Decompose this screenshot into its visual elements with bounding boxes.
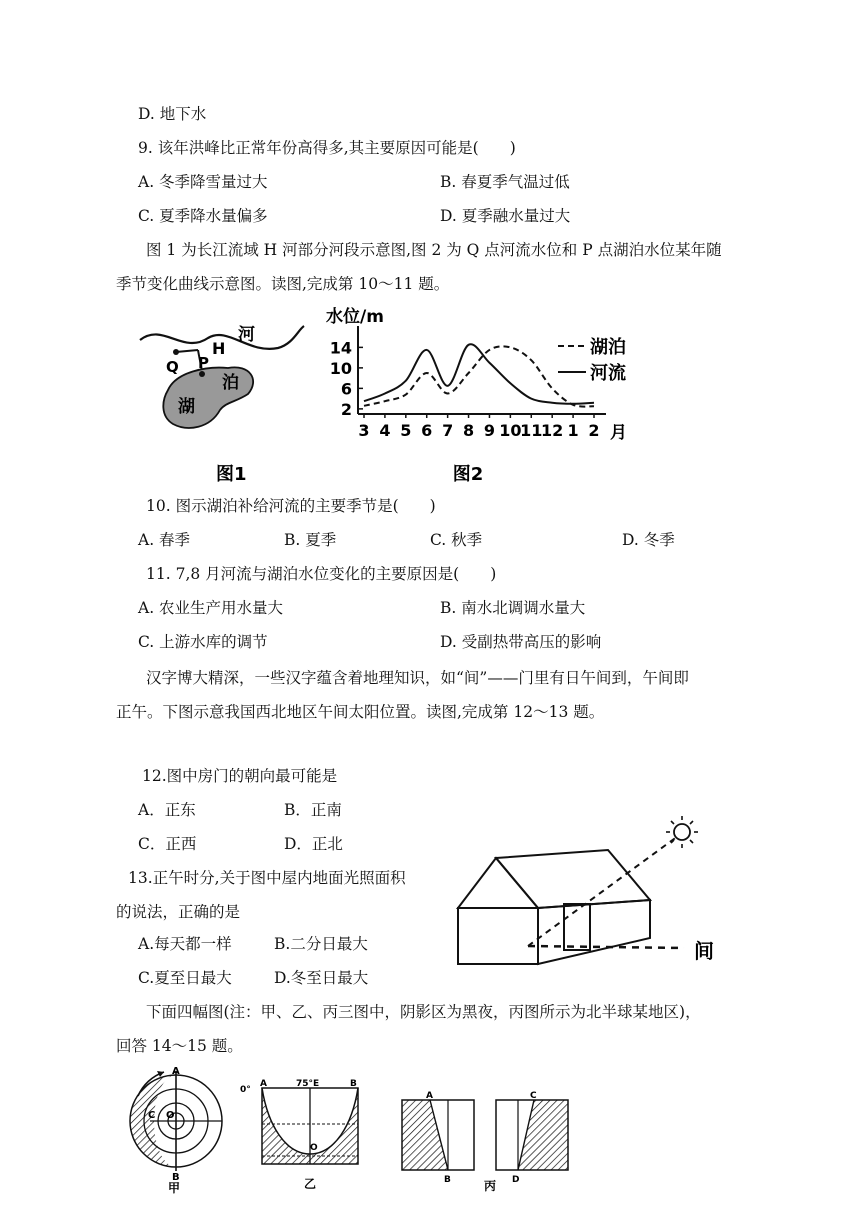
q13-option-b: B.二分日最大: [274, 935, 368, 953]
y-tick-label: 6: [340, 379, 352, 399]
intro-12-13-line1: 汉字博大精深，一些汉字蕴含着地理知识，如“间”——门里有日午间到，午间即: [146, 669, 689, 687]
q9-option-a: A. 冬季降雪量过大: [138, 173, 268, 191]
q10-option-c: C. 秋季: [430, 531, 483, 549]
q12-option-d: D．正北: [284, 835, 343, 853]
label-river-he: 河: [238, 325, 255, 345]
label-p: P: [198, 354, 209, 372]
q12-option-b: B．正南: [284, 801, 342, 819]
label-o: O: [310, 1143, 318, 1153]
figure-jia-polar-view: [124, 1066, 234, 1194]
label-d: D: [512, 1175, 520, 1185]
x-tick-label: 10: [499, 421, 522, 440]
label-b: B: [444, 1175, 451, 1185]
q11-option-b: B. 南水北调调水量大: [440, 599, 586, 617]
figure-1-caption: 图1: [216, 464, 247, 485]
label-zero-degree: 0°: [240, 1085, 251, 1095]
q9-option-c: C. 夏季降水量偏多: [138, 207, 268, 225]
q10-option-a: A. 春季: [138, 531, 191, 549]
x-axis-label: 月: [610, 423, 627, 443]
q13-option-d: D.冬至日最大: [274, 969, 369, 987]
q11-option-c: C. 上游水库的调节: [138, 633, 268, 651]
q11-option-a: A. 农业生产用水量大: [138, 599, 284, 617]
q13-option-a: A.每天都一样: [138, 935, 232, 953]
label-jian: 间: [694, 939, 714, 963]
x-tick-label: 4: [379, 421, 391, 440]
label-b: B: [350, 1079, 357, 1089]
figure-yi-caption: 乙: [304, 1177, 317, 1191]
x-tick-label: 8: [462, 421, 475, 440]
intro-14-15-line2: 回答 14～15 题。: [116, 1037, 243, 1055]
q9-option-d: D. 夏季融水量过大: [440, 207, 571, 225]
sun-icon: [666, 816, 698, 848]
figure-yi-daylight-chart: [238, 1076, 368, 1192]
figure-bing-caption: 丙: [484, 1179, 497, 1193]
q13-stem-line2: 的说法，正确的是: [116, 903, 241, 921]
q9-stem: 9. 该年洪峰比正常年份高得多,其主要原因可能是( ): [138, 139, 516, 157]
q10-option-d: D. 冬季: [622, 531, 675, 549]
house-sun-figure: [448, 808, 738, 978]
x-tick-label: 2: [588, 421, 600, 440]
intro-12-13-line2: 正午。下图示意我国西北地区午间太阳位置。读图,完成第 12～13 题。: [116, 703, 605, 721]
y-tick-label: 14: [329, 338, 352, 358]
x-tick-label: 12: [541, 421, 564, 440]
q9-option-b: B. 春夏季气温过低: [440, 173, 570, 191]
label-c: C: [148, 1110, 156, 1121]
intro-14-15-line1: 下面四幅图(注：甲、乙、丙三图中，阴影区为黑夜，丙图所示为北半球某地区)，: [146, 1003, 701, 1021]
label-lake-bo: 泊: [222, 373, 239, 393]
series-line-lake: [364, 346, 594, 406]
label-h: H: [212, 339, 226, 358]
label-a: A: [260, 1079, 267, 1089]
y-tick-label: 2: [340, 399, 352, 419]
y-axis-label: 水位/m: [326, 307, 384, 327]
q12-stem: 12.图中房门的朝向最可能是: [142, 767, 338, 785]
legend-label: 河流: [590, 363, 626, 384]
figure-2-caption: 图2: [452, 464, 484, 485]
intro-10-11-line1: 图 1 为长江流域 H 河部分河段示意图,图 2 为 Q 点河流水位和 P 点湖泊水位某年随: [146, 241, 722, 259]
x-tick-label: 6: [421, 421, 433, 440]
figure-jia-caption: 甲: [168, 1181, 181, 1194]
label-o: O: [166, 1110, 175, 1121]
x-tick-label: 9: [483, 421, 496, 440]
label-b: B: [172, 1172, 180, 1183]
figure-bing-day-night: [392, 1088, 582, 1196]
q12-option-a: A．正东: [138, 801, 196, 819]
q11-option-d: D. 受副热带高压的影响: [440, 633, 602, 651]
x-tick-label: 3: [358, 421, 370, 440]
q8-option-d: D. 地下水: [138, 105, 207, 123]
q13-stem-line1: 13.正午时分,关于图中屋内地面光照面积: [128, 869, 406, 887]
q13-option-c: C.夏至日最大: [138, 969, 232, 987]
x-tick-label: 11: [520, 421, 543, 440]
x-tick-label: 7: [442, 421, 454, 440]
intro-10-11-line2: 季节变化曲线示意图。读图,完成第 10～11 题。: [116, 275, 450, 293]
legend-label: 湖泊: [590, 337, 626, 358]
label-q: Q: [166, 358, 179, 376]
x-tick-label: 5: [400, 421, 412, 440]
label-longitude: 75°E: [296, 1079, 320, 1089]
label-a: A: [426, 1091, 433, 1101]
label-a: A: [172, 1066, 180, 1077]
label-lake-hu: 湖: [178, 397, 195, 417]
q11-stem: 11. 7,8 月河流与湖泊水位变化的主要原因是( ): [146, 565, 497, 583]
label-c: C: [530, 1091, 537, 1101]
figure-2-water-level-chart: [318, 302, 648, 492]
q12-option-c: C．正西: [138, 835, 197, 853]
x-tick-label: 1: [567, 421, 579, 440]
q10-stem: 10. 图示湖泊补给河流的主要季节是( ): [146, 497, 436, 515]
figure-1-river-map: [128, 310, 308, 490]
q10-option-b: B. 夏季: [284, 531, 337, 549]
series-line-river: [364, 344, 594, 404]
y-tick-label: 10: [329, 358, 352, 378]
